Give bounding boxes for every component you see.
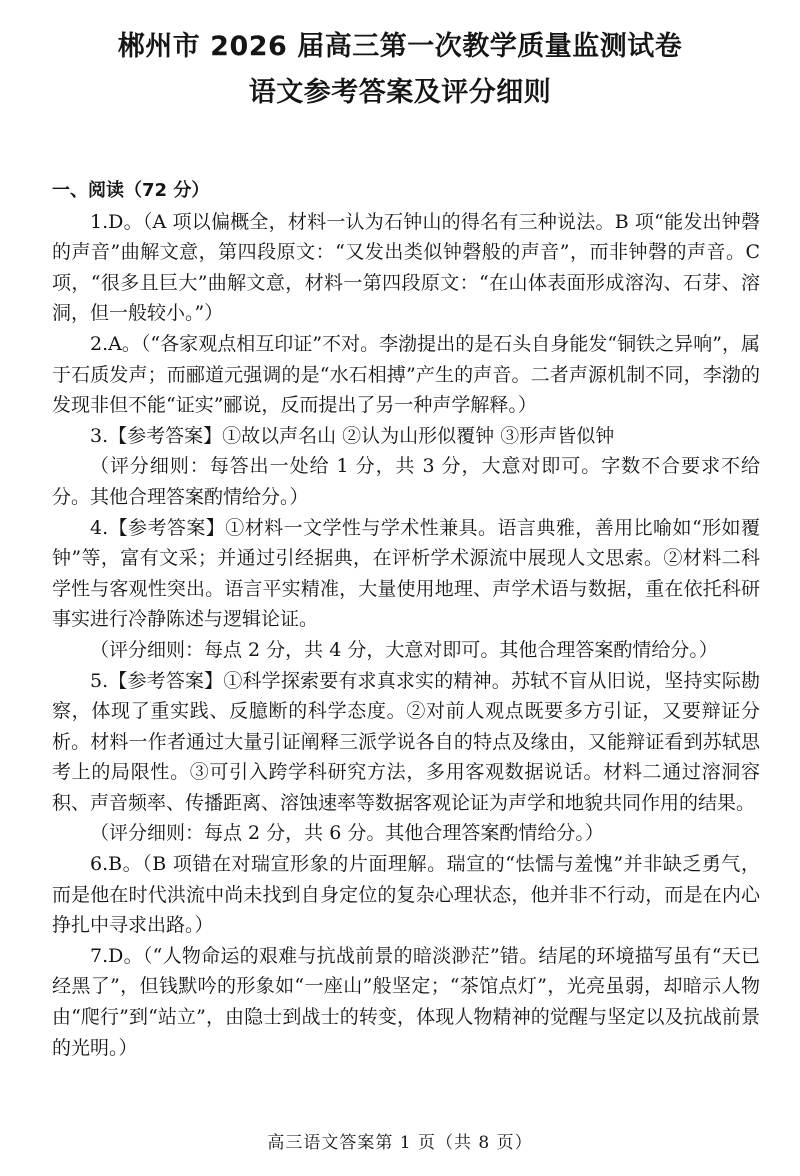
answer-item-q6: 6.B。（B 项错在对瑞宣形象的片面理解。瑞宣的“怯懦与羞愧”并非缺乏勇气，而是他在时代洪流中尚未找到自身定位的复杂心理状态，他并非不行动，而是在内心挣扎中寻求出路。） (52, 853, 760, 937)
document-subtitle: 语文参考答案及评分细则 (248, 77, 552, 108)
page-footer: 高三语文答案第 1 页（共 8 页） (267, 1133, 533, 1153)
scoring-note-q5: （评分细则：每点 2 分，共 6 分。其他合理答案酌情给分。） (90, 822, 604, 845)
document-title: 郴州市 2026 届高三第一次教学质量监测试卷 (117, 31, 683, 62)
scoring-note-q3: （评分细则：每答出一处给 1 分，共 3 分，大意对即可。字数不合要求不给分。其他合理答案酌情给分。） (52, 455, 760, 508)
scoring-note-q4: （评分细则：每点 2 分，共 4 分，大意对即可。其他合理答案酌情给分。） (90, 638, 718, 661)
answer-item-q5: 5.【参考答案】①科学探索要有求真求实的精神。苏轼不盲从旧说，坚持实际勘察，体现了重实践、反臆断的科学态度。②对前人观点既要多方引证，又要辩证分析。材料一作者通过大量引证阐释三派学说各自的特点及缘由，又能辩证看到苏轼思考上的局限性。③可引入跨学科研究方法，多用客观数据说话。材料二通过溶洞容积、声音频率、传播距离、溶蚀速率等数据客观论证为声学和地貌共同作用的结果。 (52, 669, 760, 814)
answer-item-q1: 1.D。（A 项以偏概全，材料一认为石钟山的得名有三种说法。B 项“能发出钟磬的声音”曲解文意，第四段原文：“又发出类似钟磬般的声音”，而非钟磬的声音。C 项，“很多且巨大”曲解文意，材料一第四段原文：“在山体表面形成溶沟、石芽、溶洞，但一般较小。”） (52, 210, 760, 325)
answer-item-q4: 4.【参考答案】①材料一文学性与学术性兼具。语言典雅，善用比喻如“形如覆钟”等，富有文采；并通过引经据典，在评析学术源流中展现人文思索。②材料二科学性与客观性突出。语言平实精准，大量使用地理、声学术语与数据，重在依托科研事实进行冷静陈述与逻辑论证。 (52, 516, 760, 631)
section-heading: 一、阅读（72 分） (52, 180, 210, 201)
answer-body (52, 176, 760, 1063)
answer-item-q2: 2.A。（“各家观点相互印证”不对。李渤提出的是石头自身能发“铜铁之异响”，属于石质发声；而郦道元强调的是“水石相搏”产生的声音。二者声源机制不同，李渤的发现非但不能“证实”郦说，反而提出了另一种声学解释。） (52, 332, 760, 417)
answer-item-q3: 3.【参考答案】①故以声名山 ②认为山形似覆钟 ③形声皆似钟 (90, 424, 615, 447)
answer-item-q7: 7.D。（“人物命运的艰难与抗战前景的暗淡渺茫”错。结尾的环境描写虽有“天已经黑了”，但钱默吟的形象如“一座山”般坚定；“茶馆点灯”，光亮虽弱，却暗示人物由“爬行”到“站立”，由隐士到战士的转变，体现人物精神的觉醒与坚定以及抗战前景的光明。） (52, 944, 760, 1059)
